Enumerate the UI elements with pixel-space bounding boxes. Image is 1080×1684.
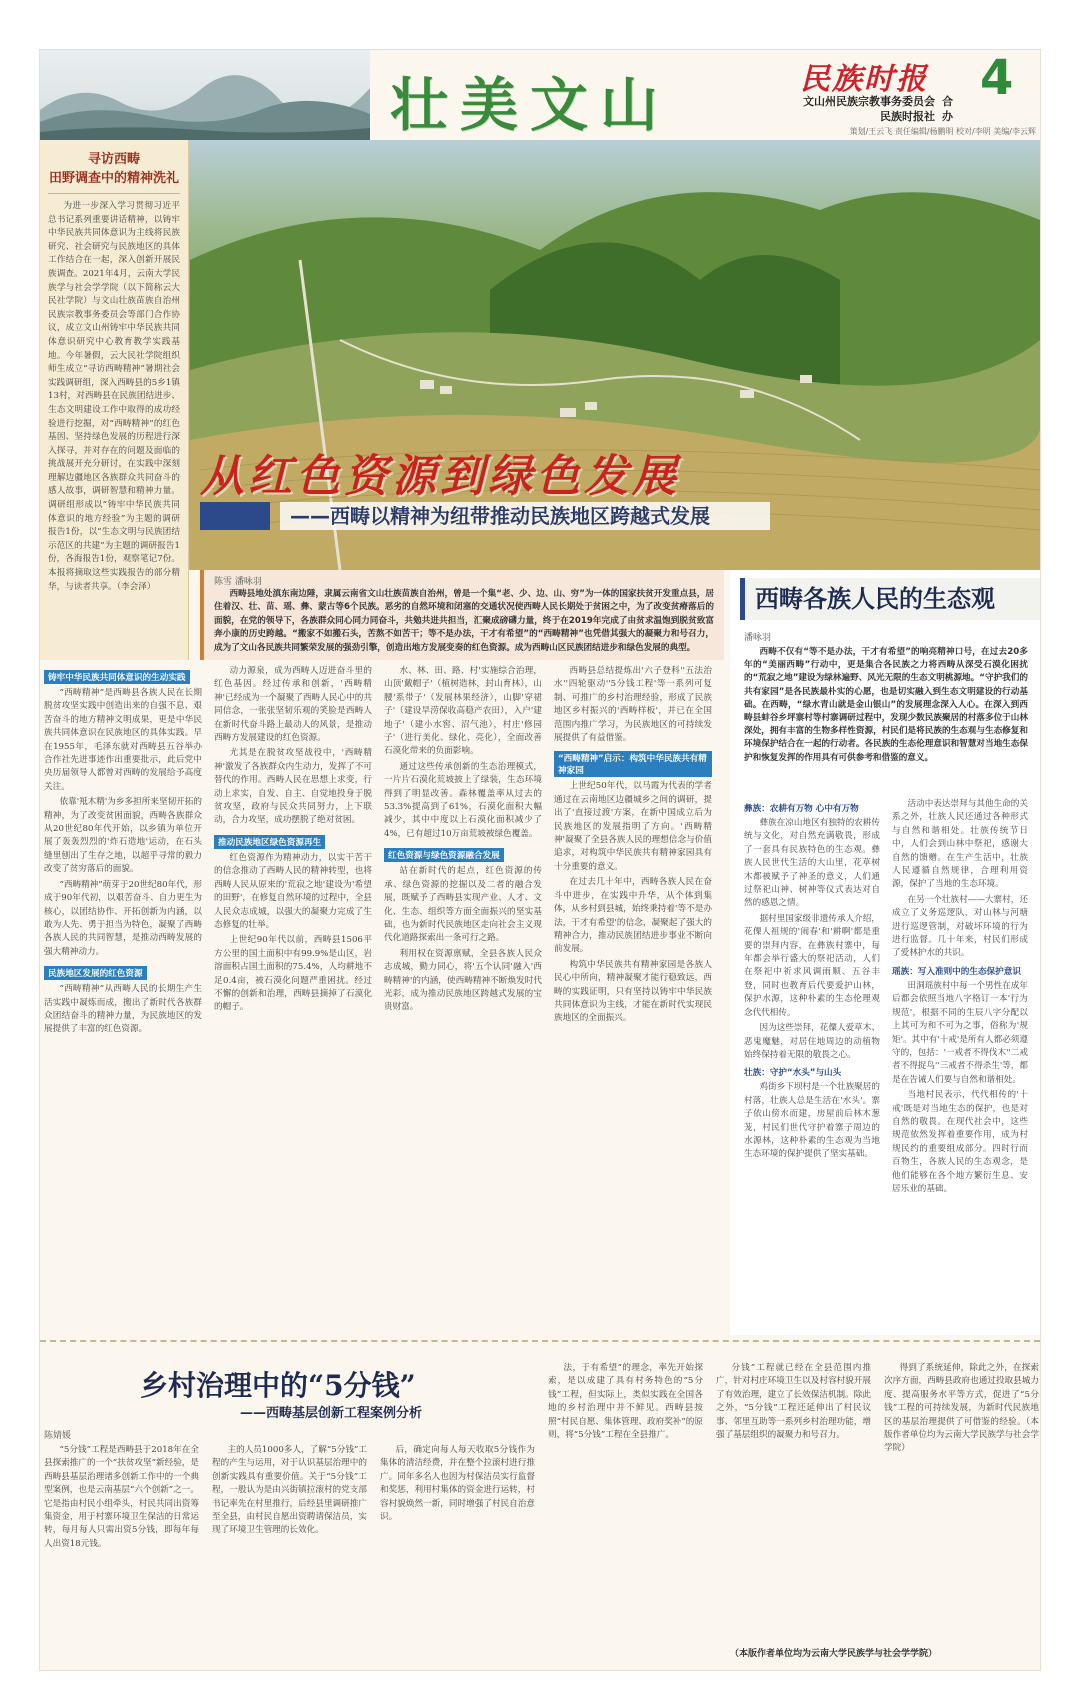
body-paragraph: 上世纪90年代以前，西畴县1506平方公里的国土面积中有99.9%是山区，岩溶面积占国土面积的75.4%，人均耕地不足0.4亩，被石漠化问题严重困扰。经过不懈的创新和治理，西畴县摘掉了石漠化的帽子。	[214, 935, 372, 1013]
hero-photo	[40, 140, 1040, 570]
body-paragraph: “5分钱”工程是西畴县于2018年在全县探索推广的一个“扶贫攻坚”新经验，是西畴县基层治理诸多创新工作中的一个典型案例，也是云南基层“六个创新”之一。它是指由村民小组牵头，村民共同出资筹集资金，用于村寨环境卫生保洁的日常运转，每月每人只需出资5分钱，即每年每人出资18元钱。	[44, 1445, 199, 1549]
section-title: 壮美文山	[390, 71, 671, 139]
masthead	[40, 50, 1040, 140]
body-paragraph: 水、林、田、路、村'实施综合治理，山顶'戴帽子'（植树造林，封山育林），山腰'系带子'（发展林果经济），山脚'穿裙子'（建设旱涝保收高稳产农田），入户'建地子'（建小水窖、沼气池），村庄'修园子'（进行美化、绿化、亮化），全面改善石漠化带来的负面影响。	[384, 666, 542, 757]
feature-block	[892, 798, 1028, 892]
organizer-list	[785, 94, 935, 124]
body-subhead: 红色资源与绿色资源融合发展	[384, 848, 504, 862]
lead-body: 西畴县地处滇东南边陲，隶属云南省文山壮族苗族自治州，曾是一个集“老、少、边、山、穷”为一体的国家扶贫开发重点县，居住着汉、壮、苗、瑶、彝、蒙古等6个民族。恶劣的自然环境和闭塞的交通状况使西畴人民长期处于贫困之中，为了改变贫瘠落后的面貌，在党的领导下，各族群众同心同力同奋斗，共勉共进共担当，汇聚成磅礴力量，终于在2019年完成了由贫求温饱到脱贫致富奔小康的历史跨越。“搬家不如搬石头，苦熬不如苦干；等不是办法，干才有希望”的“西畴精神”也凭借其强大的凝聚力和号召力，成为了文山各民族共同繁荣发展的强劲引擎，创造出地方发展变奏的红色资源。成为西畴山区民族团结进步和绿色发展的典型。	[214, 589, 714, 653]
feature-block	[892, 965, 1028, 1087]
newspaper-page	[40, 50, 1040, 1670]
author-affiliation-note: （本版作者单位均为云南大学民族学与社会学学院）	[730, 1649, 938, 1659]
body-column	[554, 665, 712, 1330]
feature-paragraph: 在另一个壮族村——大寨村，还成立了义务巡逻队，对山林与河塘进行巡逻管制，对破坏环境的行为进行监督。几十年来，村民们形成了爱林护水的共识。	[892, 894, 1028, 959]
feature-subhead: 瑶族：写入准则中的生态保护意识	[892, 966, 1021, 977]
hero-subtitle: ——西畴以精神为纽带推动民族地区跨越式发展	[280, 502, 770, 530]
body-paragraph: 红色资源作为精神动力，以实干苦干的信念推动了西畴人民的精神转型，也将西畴人民从原来的'荒寂之地'建设为'希望的田野'，在修复自然环境的过程中，全县人民众志成城，以强大的凝聚力完成了生态修复的壮举。	[214, 852, 372, 930]
sidebar-intro-box	[40, 140, 189, 660]
body-paragraph: 西畴县总结提炼出'六子登科''五法治水''四轮驱动''5分钱工程'等一系列可复制、可推广的乡村治理经验，形成了民族地区乡村振兴的'西畴样板'，并已在全国范围内推广学习，为民族地区的可持续发展提供了有益借鉴。	[554, 666, 712, 744]
feature-column	[744, 798, 880, 1328]
bottom-article	[40, 1348, 1040, 1670]
hero-slogan: 从红色资源到绿色发展	[200, 451, 680, 502]
feature-article	[730, 570, 1040, 1335]
feature-block	[744, 802, 880, 911]
body-paragraph: “西畴精神”从西畴人民的长期生产生活实践中凝炼而成，搬出了新时代各族群众团结奋斗的精神力量，为民族地区的发展提供了丰富的红色资源。	[44, 984, 202, 1035]
bottom-article-author: 陈婧媛	[44, 1431, 72, 1441]
body-paragraph: 分钱”工程就已经在全县范围内推广，针对村庄环境卫生以及村容村貌开展了有效治理，建立了长效保洁机制。除此之外，“5分钱”工程还延伸出了村民议事、邻里互助等一系列乡村治理功能，增强了基层组织的凝聚力和号召力。	[716, 1363, 871, 1441]
bottom-column	[380, 1444, 535, 1654]
editor-credits: 策划/王云飞 责任编辑/杨鹏明 校对/李明 美编/李云辉	[849, 127, 1036, 136]
body-paragraph: 利用权在资源禀赋，全县各族人民众志成城，勤力同心，将'五个认同'融入'西畴精神'的内涵，使西畴精神不断焕发时代光彩，成为推动民族地区跨越式发展的宝贵财富。	[384, 948, 542, 1013]
feature-column	[892, 798, 1028, 1328]
body-paragraph: 构筑中华民族共有精神家园是各族人民心中所向，精神凝聚才能行稳致远，西畴的实践证明，只有坚持以铸牢中华民族共同体意识为主线，才能在新时代实现民族地区的全面振兴。	[554, 959, 712, 1024]
body-column	[214, 665, 372, 1330]
bottom-article-subtitle: ——西畴基层创新工程案例分析	[240, 1406, 423, 1421]
body-paragraph: 主的人员1000多人，了解“5分钱”工程的产生与运用，对于认识基层治理中的创新实践具有重要价值。关于“5分钱”工程，一般认为是由兴街镇拉滚村的党支部书记率先在村里推行，后经县里调研推广至全县，由村民自愿出资聘请保洁员，实现了环境卫生管理的长效化。	[212, 1445, 367, 1536]
body-paragraph: 站在新时代的起点，红色资源的传承、绿色资源的挖掘以及二者的融合发展，既赋予了西畴县实现产业、人才、文化、生态、组织等方面全面振兴的坚实基础，也为新时代民族地区走向社会主义现代化道路探索出一条可行之路。	[384, 866, 542, 944]
feature-lead: 西畴不仅有“等不是办法，干才有希望”的响亮精神口号，在过去20多年的“美丽西畴”行动中，更是集合各民族之力将西畴从深受石漠化困扰的“荒寂之地”建设为绿林遍野、风光无限的生态文明桃源地。“守护我们的共有家园”是各民族最朴实的心愿，也是切实融入到生态文明建设的行动基础。在西畴，“绿水青山就是金山银山”的发展理念深入人心。在深入到西畴县蚌谷乡坪寨村等村寨调研过程中，发现少数民族聚居的村落多位于山林深处，拥有丰富的生物多样性资源，村民们是将民族的生态观与生态修复和环境保护结合在一起的行动者。各民族的生态伦理意识和智慧对当地生态保护和恢复发挥的作用具有可供参考和借鉴的意义。	[744, 647, 1028, 763]
body-subhead: 民族地区发展的红色资源	[44, 966, 147, 980]
page-number: 4	[980, 50, 1014, 106]
bottom-column	[716, 1362, 871, 1654]
body-paragraph: 在过去几十年中，西畴各族人民在奋斗中进步，在实践中升华，从个体到集体，从乡村到县城，始终秉持着'等不是办法，干才有希望'的信念，凝聚起了强大的精神合力，推动民族团结进步事业不断向前发展。	[554, 877, 712, 955]
feature-paragraph: 鸡街乡下坝村是一个壮族聚居的村落，壮族人总是生活在'水头'。寨子依山傍水而建，房屋前后林木葱茏，村民们世代守护着寨子周边的水源林，这种朴素的生态观为当地生态环境的保护提供了坚实基础。	[744, 1082, 880, 1160]
body-column	[384, 665, 542, 1330]
body-paragraph: 上世纪50年代，以马霞为代表的学者通过在云南地区边疆城乡之间的调研，提出了'直接过渡'方案，在新中国成立后为民族地区的发展指明了方向。'西畴精神'凝聚了全县各族人民的理想信念与价值追求，对构筑中华民族共有精神家园具有十分重要的意义。	[554, 781, 712, 872]
organizer-tag: 合办	[942, 95, 953, 123]
body-paragraph: 尤其是在脱贫攻坚战役中，'西畴精神'激发了各族群众内生动力，发挥了不可替代的作用。西畴人民在思想上求变，行动上求实，自发、自主、自觉地投身于脱贫攻坚，政府与民众共同努力，上下联动，合力攻坚，成功摆脱了绝对贫困。	[214, 748, 372, 826]
main-article-body	[40, 665, 720, 1335]
feature-paragraph: 活动中表达崇拜与其他生命的关系之外，壮族人民还通过各种形式与自然和谐相处。壮族传统节日中，人们会到山林中祭祀，感谢大自然的馈赠。在生产生活中，壮族人民遵循自然规律，合理利用资源，保护了当地的生态环境。	[892, 799, 1028, 890]
bottom-column	[884, 1362, 1039, 1654]
body-paragraph: 动力源泉，成为西畴人迈进奋斗里的红色基因。经过传承和创新，'西畴精神'已经成为一个凝聚了西畴人民心中的共同信念，一张张坚韧乐观的笑脸是西畴人在新时代奋斗路上最动人的风景，是推动西畴方发展建设的红色资源。	[214, 666, 372, 744]
feature-subhead: 壮族：守护“水头”与山头	[744, 1068, 842, 1079]
feature-block	[744, 1022, 880, 1062]
organizer-line: 民族时报社	[880, 110, 935, 123]
sidebar-title: 寻访西畴 田野调查中的精神洗礼	[48, 150, 180, 194]
bottom-column	[212, 1444, 367, 1654]
feature-paragraph: 彝族在凉山地区有独特的农耕传统与文化，对自然充满敬畏，形成了一套具有民族特色的生态观。彝族人民世代生活的大山里，花草树木都被赋予了神圣的意义，人们通过祭祀山神、树神等仪式表达对自然的感恩之情。	[744, 818, 880, 909]
newspaper-brand-logo: 民族时报	[800, 62, 928, 97]
feature-columns	[744, 798, 1028, 1328]
lead-author: 陈雪 潘咏羽	[214, 577, 262, 587]
body-paragraph: 得到了系统延伸，除此之外，在探索次序方面，西畴县政府也通过投取县城力度、提高服务水平等方式，促进了“5分钱”工程的可持续发展，为新时代民族地区的基层治理提供了可借鉴的经验。（本版作者单位均为云南大学民族学与社会学学院）	[884, 1363, 1039, 1454]
masthead-landscape-image	[40, 50, 370, 140]
feature-block	[744, 913, 880, 1020]
sidebar-body: 为进一步深入学习贯彻习近平总书记系列重要讲话精神，以铸牢中华民族共同体意识为主线将民族研究、社会研究与民族地区的具体工作结合在一起，深入创新开展民族调查。2021年4月，云南大学民族学与社会学学院（以下简称云大民社学院）与文山壮族苗族自治州民族宗教事务委员会等部门合作协议，成立文山州铸牢中华民族共同体意识研究中心教育教学实践基地。今年暑假，云大民社学院组织师生成立“寻访西畴精神”暑期社会实践调研组，深入西畴县的5乡1镇13村，对西畴县在民族团结进步、生态文明建设工作中取得的成功经验进行挖掘，对“西畴精神”的红色基因、坚持绿色发展的历程进行深入探寻，并对存在的问题及面临的挑战展开充分研讨，在实践中深刻理解边疆地区各族群众共同奋斗的感人故事，调研智慧和精神力量。调研组形成以“铸牢中华民族共同体意识的地方经验”为主题的调研报告1份，以“生态文明与民族团结示范区的共建”为主题的调研报告1份，各海报告1份，观察笔记7份。本报将摘取这些实践报告的部分精华，与读者共享。（李会泽）	[48, 201, 180, 592]
feature-author: 潘咏羽	[744, 633, 772, 643]
feature-title: 西畴各族人民的生态观	[740, 578, 1040, 620]
feature-block	[744, 1066, 880, 1161]
bottom-column	[548, 1362, 703, 1654]
body-paragraph: 依靠'羝木精'为乡多担所来坚韧开拓的精神，为了改变贫困面貌，西畴各族群众从20世纪80年代开始，以乡镇为单位开展了轰轰烈烈的'炸石造地'运动，在石头缝里刨出了生存之地，以超乎寻常的毅力改变了贫穷落后的面貌。	[44, 797, 202, 875]
feature-paragraph: 田洞瑶族村中每一个男性在成年后都会依照当地八字格订一本'行为规范'，根据不同的生辰八字分配以上其可为和不可为之事，俗称为'规矩'。其中有'十戒'是所有人都必须遵守的，包括：'一戒者不得伐木''二戒者不得捉鸟''三戒者不得杀生'等，都是在告诫人们要与自然和谐相处。	[892, 980, 1028, 1085]
body-paragraph: 通过这些传承创新的生态治理模式，一片片石漠化荒坡披上了绿装，生态环境得到了明显改善。森林覆盖率从过去的53.3%提高到了61%，石漠化面积大幅减少，其中中度以上石漠化面积减少了4%，已有超过10万亩荒坡被绿色覆盖。	[384, 761, 542, 839]
organizer-line: 文山州民族宗教事务委员会	[803, 95, 935, 108]
body-paragraph: “西畴精神”萌芽于20世纪80年代，形成于90年代初，以艰苦奋斗、自力更生为核心，以团结协作、开拓创新为内涵，以敢为人先、勇于担当为特色，凝聚了西畴各族人民的共同智慧，是推动西畴发展的强大精神动力。	[44, 879, 202, 957]
feature-subhead: 彝族：农耕有万物 心中有万物	[744, 804, 859, 814]
subtitle-accent-bar	[200, 502, 270, 530]
feature-block	[892, 894, 1028, 961]
bottom-column	[44, 1444, 199, 1654]
lead-summary-box	[200, 570, 724, 660]
section-divider	[40, 1340, 1040, 1342]
bottom-article-title: 乡村治理中的“5分钱”	[140, 1369, 416, 1402]
body-paragraph: 后，确定向每人每天收取5分钱作为集体的清洁经费，并在整个拉滚村进行推广。同年多名人也因为村保洁员实行监督和奖惩，利用村集体的资金进行运转，村容村貌焕然一新，同时增强了村民自治意识。	[380, 1445, 535, 1523]
body-subhead: “西畴精神”启示：构筑中华民族共有精神家园	[554, 751, 712, 777]
body-subhead: 推动民族地区绿色资源再生	[214, 835, 325, 849]
feature-paragraph: 当地村民表示，代代相传的'十戒'既是对当地生态的保护，也是对自然的敬畏。在现代社会中，这些规范依然发挥着重要作用，成为村规民约的重要组成部分。四时行而百物生，各族人民的生态观念，是他们能够在各个地方繁衍生息、安居乐业的基础。	[892, 1090, 1028, 1194]
body-paragraph: “西畴精神”是西畴县各族人民在长期脱贫攻坚实践中创造出来的自强不息、艰苦奋斗的地方精神文明成果，更是中华民族共同体意识在民族地区的具体实践。早在1955年，毛泽东就对西畴县五谷举办合作社先进事迹作出重要批示，此后党中央历届领导人都曾对西畴的发展给予高度关注。	[44, 688, 202, 792]
feature-block	[892, 1089, 1028, 1196]
body-paragraph: 法，于有希望“的理念，率先开始探索，是以成建了具有村务特色的“5分钱”工程，但实际上，类似实践在全国各地的乡村治理中并不鲜见。西畴县按照“村民自愿、集体管理、政府奖补”的原则，将“5分钱”工程在全县推广。	[548, 1363, 703, 1441]
body-column	[44, 665, 202, 1330]
feature-paragraph: 据村里国家级非遗传承人介绍，花傈人祖规的'闹春'和'耕啊'都是重要的崇拜内容，在彝族村寨中，每年都会举行盛大的祭祀活动，人们在祭祀中祈求风调雨顺、五谷丰登，同时也教育后代要爱护山林，保护水源，这种朴素的生态伦理观念代代相传。	[744, 913, 880, 1018]
feature-paragraph: 因为这些崇拜，花僳人爱草木、恶鬼魔魅，对居住地周边的动植物始终保持着无限的敬畏之心。	[744, 1023, 880, 1060]
body-subhead: 铸牢中华民族共同体意识的生动实践	[44, 670, 190, 684]
